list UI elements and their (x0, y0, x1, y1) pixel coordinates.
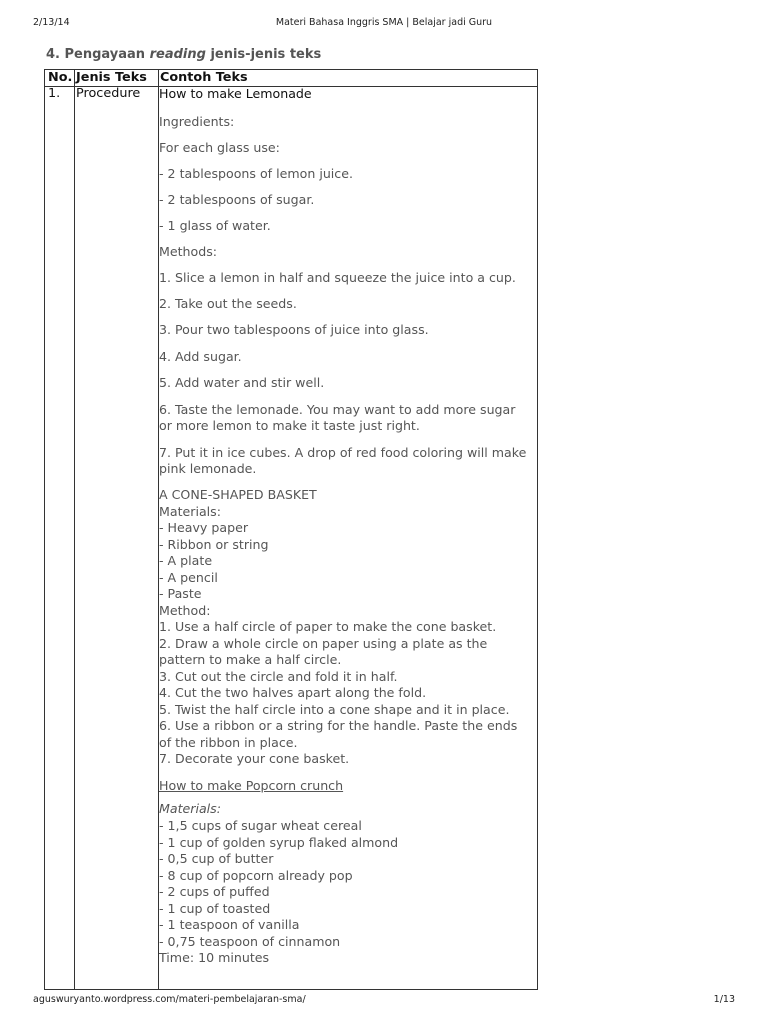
basket-line: - A plate (159, 553, 213, 568)
popcorn-line: - 0,75 teaspoon of cinnamon (159, 933, 341, 949)
basket-line: 7. Decorate your cone basket. (159, 751, 350, 766)
basket-line: - A pencil (159, 569, 218, 585)
header-text-type: Jenis Teks (76, 70, 147, 85)
print-header (0, 17, 768, 31)
section-heading (46, 47, 321, 62)
heading-prefix: 4. Pengayaan (46, 47, 150, 62)
page-number: 1/13 (713, 994, 735, 1005)
basket-line: - Ribbon or string (159, 536, 269, 552)
heading-italic: reading (149, 47, 206, 62)
print-title: Materi Bahasa Inggris SMA | Belajar jadi Guru (275, 17, 493, 28)
basket-line: 6. Use a ribbon or a string for the handle. Paste the ends (159, 718, 518, 733)
heading-suffix: jenis-jenis teks (205, 47, 322, 62)
popcorn-materials-label: Materials: (159, 801, 221, 816)
lemonade-line: 2. Take out the seeds. (159, 296, 297, 311)
basket-line: 3. Cut out the circle and fold it in half. (159, 668, 398, 684)
popcorn-line: - 1 cup of golden syrup flaked almond (159, 834, 399, 850)
basket-line: of the ribbon in place. (159, 734, 298, 750)
popcorn-line: - 0,5 cup of butter (159, 851, 274, 866)
header-no: No. (48, 70, 73, 85)
popcorn-line: - 1 cup of toasted (159, 900, 271, 916)
lemonade-line: or more lemon to make it taste just right. (159, 418, 420, 433)
lemonade-line: 7. Put it in ice cubes. A drop of red food coloring will make (159, 445, 527, 460)
lemonade-line: Methods: (159, 244, 218, 259)
column-divider (74, 70, 75, 989)
print-url: aguswuryanto.wordpress.com/materi-pembelajaran-sma/ (33, 994, 306, 1005)
basket-line: Materials: (159, 503, 221, 519)
basket-line: Method: (159, 602, 211, 618)
basket-line: 5. Twist the half circle into a cone shape and it in place. (159, 701, 510, 717)
lemonade-line: - 2 tablespoons of lemon juice. (159, 166, 353, 181)
basket-line: 4. Cut the two halves apart along the fold. (159, 685, 427, 700)
lemonade-line: 3. Pour two tablespoons of juice into glass. (159, 322, 429, 337)
lemonade-title: How to make Lemonade (159, 86, 312, 101)
lemonade-line: pink lemonade. (159, 461, 257, 476)
header-example-text: Contoh Teks (160, 70, 248, 85)
lemonade-line: - 1 glass of water. (159, 218, 271, 233)
popcorn-line: - 2 cups of puffed (159, 884, 270, 899)
basket-line: - Heavy paper (159, 520, 249, 535)
row-number: 1. (48, 86, 61, 101)
basket-line: 1. Use a half circle of paper to make the cone basket. (159, 619, 497, 634)
basket-line: 2. Draw a whole circle on paper using a plate as the (159, 635, 488, 651)
popcorn-line: Time: 10 minutes (159, 950, 270, 965)
lemonade-line: For each glass use: (159, 140, 280, 155)
basket-line: - Paste (159, 586, 202, 601)
popcorn-title: How to make Popcorn crunch (159, 778, 344, 793)
row-text-type: Procedure (76, 86, 141, 101)
lemonade-line: 6. Taste the lemonade. You may want to add more sugar (159, 402, 516, 417)
text-types-table (44, 69, 538, 990)
popcorn-line: - 1 teaspoon of vanilla (159, 917, 300, 932)
lemonade-line: 5. Add water and stir well. (159, 375, 325, 390)
print-footer (0, 994, 768, 1008)
lemonade-line: 4. Add sugar. (159, 349, 242, 364)
popcorn-line: - 8 cup of popcorn already pop (159, 867, 353, 883)
basket-line: A CONE-SHAPED BASKET (159, 487, 317, 502)
lemonade-line: Ingredients: (159, 114, 235, 129)
basket-line: pattern to make a half circle. (159, 652, 342, 667)
lemonade-line: - 2 tablespoons of sugar. (159, 192, 315, 207)
print-date: 2/13/14 (33, 17, 70, 28)
lemonade-line: 1. Slice a lemon in half and squeeze the juice into a cup. (159, 270, 516, 285)
popcorn-line: - 1,5 cups of sugar wheat cereal (159, 818, 362, 833)
